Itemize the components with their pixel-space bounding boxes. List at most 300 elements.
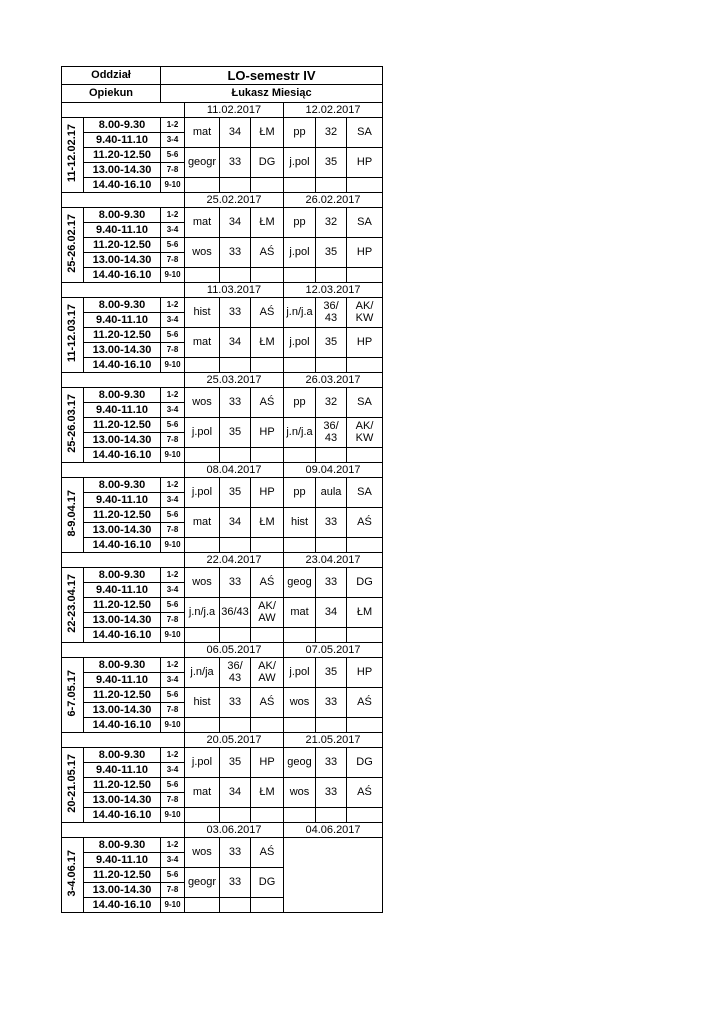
period-number: 1-2 [161,208,185,223]
lesson-teacher: AŚ [251,388,284,418]
period-number: 1-2 [161,388,185,403]
time-range: 14.40-16.10 [84,538,161,553]
lesson-subject: j.pol [284,658,316,688]
date-saturday: 03.06.2017 [185,823,284,838]
lesson-teacher: HP [347,238,383,268]
empty-slot [316,718,347,733]
empty-slot [284,628,316,643]
date-sunday: 09.04.2017 [284,463,383,478]
lesson-teacher: ŁM [251,778,284,808]
week-date-row [62,823,383,838]
lesson-subject: wos [185,388,220,418]
period-number: 3-4 [161,313,185,328]
period-number: 5-6 [161,148,185,163]
lesson-teacher: DG [347,568,383,598]
lesson-subject: j.pol [185,418,220,448]
time-range: 11.20-12.50 [84,778,161,793]
period-number: 7-8 [161,883,185,898]
week-label-text: 6-7.05.17 [66,670,78,717]
week-date-row [62,373,383,388]
period-number: 3-4 [161,223,185,238]
empty-slot [284,268,316,283]
empty-slot [316,808,347,823]
empty-slot [220,718,251,733]
time-range: 9.40-11.10 [84,583,161,598]
lesson-room: 33 [316,508,347,538]
semester-title: LO-semestr IV [161,67,383,85]
time-range: 14.40-16.10 [84,718,161,733]
lesson-room: 36/43 [220,598,251,628]
empty-slot [251,268,284,283]
week-label [62,298,84,373]
lesson-room: 34 [220,208,251,238]
empty-slot [316,628,347,643]
week-label-text: 25-26.02.17 [66,214,78,273]
time-range: 13.00-14.30 [84,343,161,358]
tutor-name: Łukasz Miesiąc [161,85,383,103]
period-number: 5-6 [161,778,185,793]
lesson-subject: j.n/j.a [284,418,316,448]
date-sunday: 12.02.2017 [284,103,383,118]
time-range: 8.00-9.30 [84,658,161,673]
period-number: 9-10 [161,628,185,643]
period-number: 3-4 [161,583,185,598]
time-slot-row [62,538,383,553]
lesson-room: 33 [316,748,347,778]
date-sunday: 04.06.2017 [284,823,383,838]
lesson-subject: pp [284,478,316,508]
lesson-room: 35 [316,148,347,178]
time-range: 8.00-9.30 [84,838,161,853]
lesson-teacher: AŚ [251,688,284,718]
empty-slot [220,538,251,553]
time-range: 13.00-14.30 [84,523,161,538]
empty-slot [347,628,383,643]
lesson-subject: geog [284,748,316,778]
schedule-table [61,66,383,913]
empty-slot [185,358,220,373]
week-label [62,568,84,643]
empty-slot [220,358,251,373]
period-number: 9-10 [161,898,185,913]
date-sunday: 26.03.2017 [284,373,383,388]
week-label [62,658,84,733]
empty-slot [185,898,220,913]
empty-slot [347,808,383,823]
empty-slot [220,178,251,193]
date-spacer [62,373,185,388]
empty-slot [185,628,220,643]
lesson-teacher: HP [347,148,383,178]
period-number: 1-2 [161,118,185,133]
date-spacer [62,733,185,748]
lesson-room: 32 [316,208,347,238]
lesson-room: 35 [316,658,347,688]
lesson-room: aula [316,478,347,508]
lesson-subject: mat [185,118,220,148]
time-slot-row [62,598,383,613]
lesson-room: 35 [220,418,251,448]
time-range: 13.00-14.30 [84,793,161,808]
lesson-subject: wos [284,688,316,718]
week-label-text: 11-12.02.17 [66,124,78,183]
lesson-teacher: SA [347,208,383,238]
lesson-room: 33 [220,148,251,178]
empty-slot [185,808,220,823]
time-slot-row [62,328,383,343]
lesson-subject: hist [284,508,316,538]
empty-slot [316,448,347,463]
period-number: 5-6 [161,508,185,523]
lesson-room: 32 [316,118,347,148]
empty-slot [251,628,284,643]
lesson-subject: j.n/ja [185,658,220,688]
lesson-teacher: AK/ AW [251,598,284,628]
date-sunday: 21.05.2017 [284,733,383,748]
date-sunday: 23.04.2017 [284,553,383,568]
week-label-text: 25-26.03.17 [66,394,78,453]
lesson-subject: j.pol [185,478,220,508]
period-number: 3-4 [161,493,185,508]
week-label-text: 22-23.04.17 [66,574,78,633]
empty-slot [220,448,251,463]
empty-slot [347,538,383,553]
time-range: 13.00-14.30 [84,883,161,898]
period-number: 1-2 [161,838,185,853]
empty-slot [284,178,316,193]
lesson-room: 34 [220,508,251,538]
period-number: 9-10 [161,448,185,463]
lesson-subject: geogr [185,868,220,898]
empty-slot [347,178,383,193]
lesson-teacher: DG [347,748,383,778]
time-slot-row [62,778,383,793]
week-date-row [62,733,383,748]
lesson-teacher: ŁM [251,328,284,358]
week-date-row [62,553,383,568]
lesson-subject: mat [185,328,220,358]
empty-slot [284,718,316,733]
lesson-room: 33 [220,868,251,898]
lesson-room: 36/ 43 [316,298,347,328]
period-number: 9-10 [161,808,185,823]
time-range: 13.00-14.30 [84,703,161,718]
week-label-text: 8-9.04.17 [66,490,78,537]
lesson-teacher: AŚ [347,688,383,718]
time-range: 9.40-11.10 [84,403,161,418]
time-slot-row [62,178,383,193]
date-spacer [62,553,185,568]
lesson-teacher: ŁM [251,118,284,148]
period-number: 1-2 [161,748,185,763]
empty-slot [220,898,251,913]
time-range: 11.20-12.50 [84,238,161,253]
lesson-subject: j.pol [185,748,220,778]
period-number: 5-6 [161,238,185,253]
week-label-text: 20-21.05.17 [66,754,78,813]
lesson-room: 32 [316,388,347,418]
time-slot-row [62,448,383,463]
empty-slot [251,358,284,373]
lesson-subject: pp [284,118,316,148]
week-label [62,388,84,463]
time-slot-row [62,298,383,313]
period-number: 3-4 [161,853,185,868]
date-saturday: 22.04.2017 [185,553,284,568]
period-number: 5-6 [161,328,185,343]
week-label-text: 11-12.03.17 [66,304,78,363]
period-number: 1-2 [161,658,185,673]
lesson-subject: hist [185,688,220,718]
empty-slot [347,268,383,283]
lesson-room: 36/ 43 [220,658,251,688]
period-number: 1-2 [161,568,185,583]
date-saturday: 20.05.2017 [185,733,284,748]
empty-slot [220,268,251,283]
lesson-teacher: ŁM [251,208,284,238]
lesson-teacher: SA [347,118,383,148]
lesson-teacher: ŁM [347,598,383,628]
time-range: 14.40-16.10 [84,898,161,913]
period-number: 7-8 [161,703,185,718]
lesson-teacher: AŚ [347,508,383,538]
time-range: 11.20-12.50 [84,688,161,703]
week-label [62,478,84,553]
lesson-teacher: HP [251,418,284,448]
time-range: 9.40-11.10 [84,673,161,688]
time-slot-row [62,148,383,163]
empty-slot [185,538,220,553]
period-number: 1-2 [161,298,185,313]
empty-slot [251,448,284,463]
empty-slot [220,808,251,823]
empty-slot [251,178,284,193]
empty-slot [316,268,347,283]
lesson-subject: mat [284,598,316,628]
lesson-subject: wos [185,238,220,268]
time-range: 9.40-11.10 [84,313,161,328]
lesson-teacher: SA [347,388,383,418]
time-range: 11.20-12.50 [84,148,161,163]
period-number: 7-8 [161,613,185,628]
time-slot-row [62,658,383,673]
lesson-room: 35 [316,328,347,358]
time-slot-row [62,568,383,583]
time-range: 8.00-9.30 [84,118,161,133]
time-slot-row [62,418,383,433]
time-slot-row [62,748,383,763]
lesson-subject: hist [185,298,220,328]
lesson-teacher: HP [347,328,383,358]
date-saturday: 08.04.2017 [185,463,284,478]
date-spacer [62,103,185,118]
period-number: 3-4 [161,133,185,148]
time-range: 9.40-11.10 [84,133,161,148]
date-spacer [62,643,185,658]
time-range: 8.00-9.30 [84,388,161,403]
time-slot-row [62,508,383,523]
lesson-subject: mat [185,508,220,538]
lesson-teacher: AK/ KW [347,418,383,448]
week-label [62,118,84,193]
lesson-teacher: AŚ [251,568,284,598]
time-range: 8.00-9.30 [84,568,161,583]
empty-slot [251,808,284,823]
time-slot-row [62,718,383,733]
empty-slot [220,628,251,643]
lesson-subject: wos [185,568,220,598]
period-number: 7-8 [161,523,185,538]
time-range: 8.00-9.30 [84,478,161,493]
lesson-subject: j.n/j.a [185,598,220,628]
time-range: 8.00-9.30 [84,298,161,313]
lesson-room: 35 [220,748,251,778]
date-sunday: 26.02.2017 [284,193,383,208]
time-range: 11.20-12.50 [84,418,161,433]
lesson-subject: mat [185,208,220,238]
date-saturday: 11.02.2017 [185,103,284,118]
lesson-teacher: AK/ AW [251,658,284,688]
lesson-subject: geogr [185,148,220,178]
time-range: 14.40-16.10 [84,178,161,193]
week-date-row [62,283,383,298]
date-spacer [62,463,185,478]
lesson-teacher: DG [251,868,284,898]
period-number: 3-4 [161,763,185,778]
empty-slot [251,898,284,913]
time-range: 9.40-11.10 [84,763,161,778]
empty-slot [347,718,383,733]
empty-slot [284,358,316,373]
period-number: 9-10 [161,538,185,553]
lesson-subject: j.n/j.a [284,298,316,328]
period-number: 7-8 [161,343,185,358]
lesson-room: 33 [220,388,251,418]
lesson-subject: wos [284,778,316,808]
week-label [62,838,84,913]
period-number: 5-6 [161,598,185,613]
period-number: 9-10 [161,268,185,283]
lesson-teacher: AK/ KW [347,298,383,328]
time-range: 9.40-11.10 [84,223,161,238]
period-number: 9-10 [161,358,185,373]
time-range: 11.20-12.50 [84,328,161,343]
date-saturday: 25.02.2017 [185,193,284,208]
lesson-room: 34 [220,778,251,808]
time-range: 11.20-12.50 [84,598,161,613]
empty-slot [284,448,316,463]
lesson-subject: wos [185,838,220,868]
period-number: 5-6 [161,418,185,433]
date-spacer [62,283,185,298]
time-slot-row [62,358,383,373]
lesson-teacher: AŚ [347,778,383,808]
lesson-subject: pp [284,208,316,238]
opiekun-label: Opiekun [62,85,161,103]
time-range: 14.40-16.10 [84,808,161,823]
time-range: 14.40-16.10 [84,628,161,643]
week-label-text: 3-4.06.17 [66,850,78,897]
empty-slot [284,538,316,553]
lesson-room: 33 [220,238,251,268]
lesson-subject: j.pol [284,148,316,178]
lesson-teacher: DG [251,148,284,178]
time-slot-row [62,628,383,643]
week-date-row [62,193,383,208]
empty-day [284,838,383,913]
lesson-room: 33 [316,688,347,718]
date-spacer [62,193,185,208]
date-saturday: 11.03.2017 [185,283,284,298]
period-number: 7-8 [161,163,185,178]
time-range: 9.40-11.10 [84,493,161,508]
lesson-teacher: ŁM [251,508,284,538]
empty-slot [251,538,284,553]
empty-slot [185,448,220,463]
time-slot-row [62,268,383,283]
period-number: 1-2 [161,478,185,493]
time-range: 8.00-9.30 [84,748,161,763]
date-saturday: 25.03.2017 [185,373,284,388]
empty-slot [316,358,347,373]
lesson-room: 33 [220,298,251,328]
lesson-room: 33 [220,568,251,598]
time-range: 14.40-16.10 [84,268,161,283]
lesson-room: 34 [220,118,251,148]
lesson-subject: j.pol [284,328,316,358]
period-number: 7-8 [161,793,185,808]
lesson-room: 33 [220,688,251,718]
empty-slot [251,718,284,733]
empty-slot [185,178,220,193]
date-sunday: 12.03.2017 [284,283,383,298]
lesson-subject: pp [284,388,316,418]
lesson-room: 35 [220,478,251,508]
time-slot-row [62,808,383,823]
date-sunday: 07.05.2017 [284,643,383,658]
time-range: 13.00-14.30 [84,613,161,628]
lesson-room: 33 [316,568,347,598]
oddzial-label: Oddział [62,67,161,85]
week-label [62,748,84,823]
time-range: 8.00-9.30 [84,208,161,223]
empty-slot [347,448,383,463]
empty-slot [284,808,316,823]
lesson-subject: geog [284,568,316,598]
time-slot-row [62,478,383,493]
time-range: 13.00-14.30 [84,433,161,448]
lesson-teacher: HP [251,748,284,778]
period-number: 3-4 [161,673,185,688]
lesson-room: 36/ 43 [316,418,347,448]
week-date-row [62,463,383,478]
empty-slot [185,718,220,733]
period-number: 7-8 [161,253,185,268]
date-spacer [62,823,185,838]
lesson-teacher: HP [251,478,284,508]
lesson-room: 33 [316,778,347,808]
lesson-subject: j.pol [284,238,316,268]
week-label [62,208,84,283]
lesson-room: 33 [220,838,251,868]
lesson-room: 35 [316,238,347,268]
time-range: 14.40-16.10 [84,358,161,373]
empty-slot [316,178,347,193]
lesson-subject: mat [185,778,220,808]
lesson-teacher: AŚ [251,298,284,328]
period-number: 5-6 [161,688,185,703]
lesson-teacher: AŚ [251,238,284,268]
